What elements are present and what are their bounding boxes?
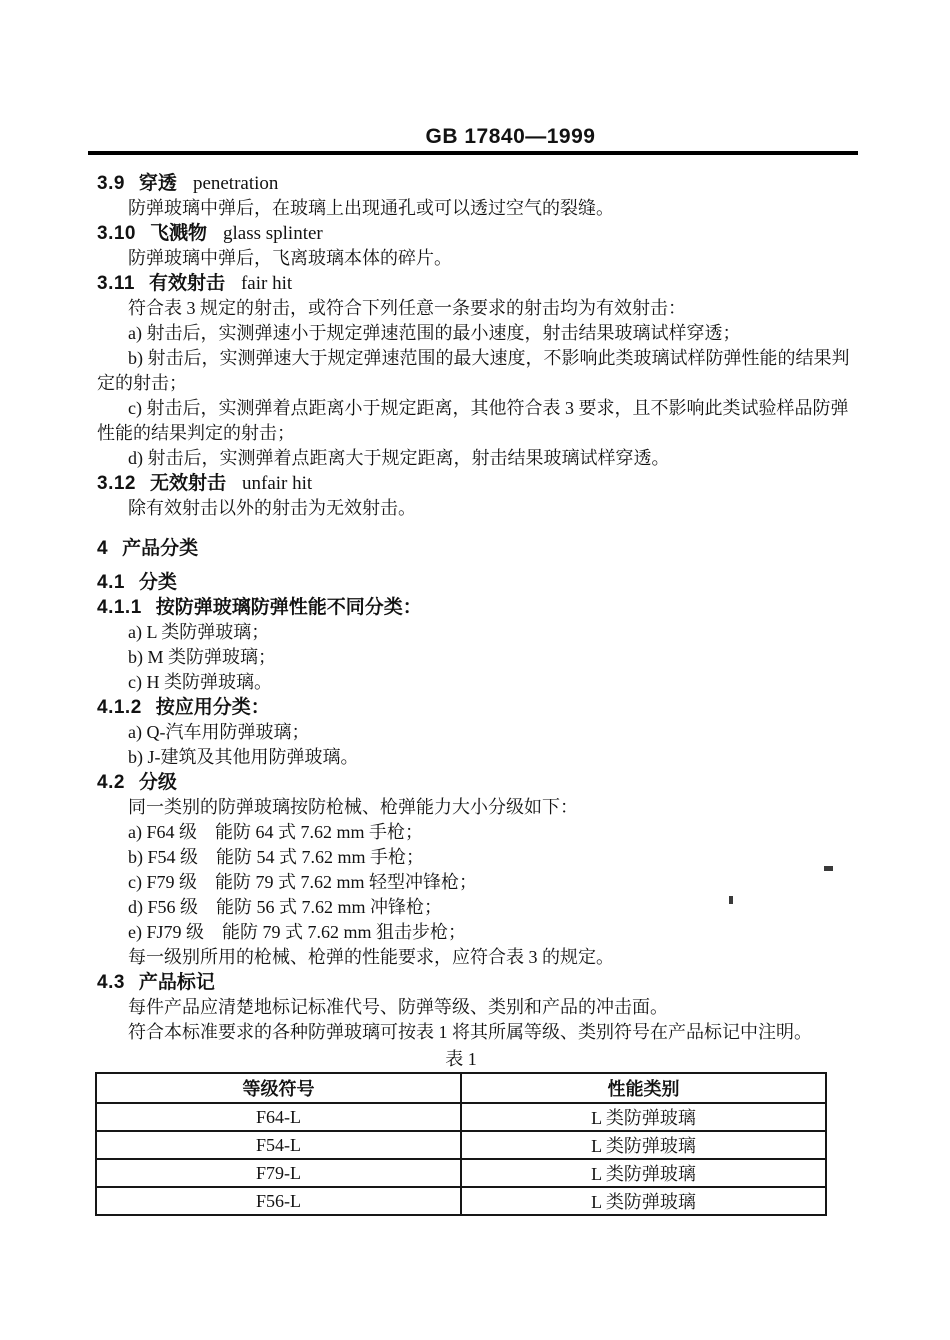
grade-symbol-cell: F64-L	[96, 1103, 461, 1131]
term-heading-3-12	[97, 471, 860, 496]
list-item-b: b) 射击后，实测弹速大于规定弹速范围的最大速度，不影响此类玻璃试样防弹性能的结果判定的射击；	[97, 348, 850, 393]
section-heading-4-1	[97, 570, 860, 595]
grade-symbol-cell: F79-L	[96, 1159, 461, 1187]
grade-symbol-cell: F54-L	[96, 1131, 461, 1159]
list-item-e: e) FJ79 级 能防 79 式 7.62 mm 狙击步枪；	[128, 922, 466, 942]
table-row	[96, 1187, 826, 1215]
clause-number: 4.1.1	[97, 597, 142, 618]
table-caption: 表 1	[445, 1049, 477, 1069]
clause-number: 4.2	[97, 772, 125, 793]
section-outro: 每一级别所用的枪械、枪弹的性能要求，应符合表 3 的规定。	[128, 947, 614, 967]
clause-number: 4.1.2	[97, 697, 142, 718]
term-definition: 防弹玻璃中弹后，在玻璃上出现通孔或可以透过空气的裂缝。	[128, 198, 614, 218]
term-definition: 除有效射击以外的射击为无效射击。	[128, 498, 416, 518]
term-zh: 无效射击	[149, 473, 226, 494]
list-item-b: b) J-建筑及其他用防弹玻璃。	[128, 747, 359, 767]
term-heading-3-10	[97, 221, 860, 246]
scan-artifact	[729, 896, 733, 904]
term-zh: 穿透	[138, 173, 177, 194]
clause-number: 4.1	[97, 572, 125, 593]
performance-class-cell: L 类防弹玻璃	[461, 1159, 826, 1187]
section-title: 产品分类	[122, 538, 199, 559]
clause-number: 3.12	[97, 473, 136, 494]
term-zh: 有效射击	[148, 273, 225, 294]
section-heading-4-1-2	[97, 695, 860, 720]
list-item-a: a) 射击后，实测弹速小于规定弹速范围的最小速度，射击结果玻璃试样穿透；	[128, 323, 741, 343]
clause-number: 3.11	[97, 273, 135, 294]
section-title: 分类	[138, 572, 177, 593]
section-heading-4-3	[97, 970, 860, 995]
clause-number: 4	[97, 538, 109, 559]
list-item-b: b) M 类防弹玻璃；	[128, 647, 276, 667]
term-en: fair hit	[240, 273, 293, 294]
list-item-a: a) Q-汽车用防弹玻璃；	[128, 722, 310, 742]
term-heading-3-11	[97, 271, 860, 296]
term-heading-3-9	[97, 171, 860, 196]
document-body	[97, 155, 860, 1216]
section-heading-4-1-1	[97, 595, 860, 620]
list-item-d: d) 射击后，实测弹着点距离大于规定距离，射击结果玻璃试样穿透。	[128, 448, 670, 468]
term-en: penetration	[192, 173, 279, 194]
section-text: 按应用分类：	[155, 697, 270, 718]
table-row	[96, 1131, 826, 1159]
list-item-b: b) F54 级 能防 54 式 7.62 mm 手枪；	[128, 847, 425, 867]
doc-code	[129, 126, 892, 148]
performance-class-cell: L 类防弹玻璃	[461, 1187, 826, 1215]
section-paragraph: 每件产品应清楚地标记标准代号、防弹等级、类别和产品的冲击面。	[128, 997, 668, 1017]
column-header-grade-symbol: 等级符号	[96, 1073, 461, 1103]
term-definition: 防弹玻璃中弹后，飞离玻璃本体的碎片。	[128, 248, 452, 268]
term-en: unfair hit	[242, 473, 313, 494]
clause-number: 4.3	[97, 972, 125, 993]
section-text: 按防弹玻璃防弹性能不同分类：	[155, 597, 422, 618]
section-paragraph: 符合本标准要求的各种防弹玻璃可按表 1 将其所属等级、类别符号在产品标记中注明。	[128, 1022, 812, 1042]
column-header-performance-class: 性能类别	[461, 1073, 826, 1103]
section-heading-4-2	[97, 770, 860, 795]
list-item-a: a) L 类防弹玻璃；	[128, 622, 270, 642]
list-item-c: c) H 类防弹玻璃。	[128, 672, 272, 692]
doc-code-text: GB 17840—1999	[425, 125, 596, 148]
clause-number: 3.10	[97, 223, 136, 244]
term-intro: 符合表 3 规定的射击，或符合下列任意一条要求的射击均为有效射击：	[128, 298, 686, 318]
table-row	[96, 1103, 826, 1131]
clause-number: 3.9	[97, 173, 125, 194]
table-header-row	[96, 1073, 826, 1103]
table-1	[95, 1072, 827, 1216]
term-zh: 飞溅物	[149, 223, 207, 244]
section-intro: 同一类别的防弹玻璃按防枪械、枪弹能力大小分级如下：	[128, 797, 578, 817]
table-row	[96, 1159, 826, 1187]
performance-class-cell: L 类防弹玻璃	[461, 1103, 826, 1131]
section-title: 产品标记	[138, 972, 215, 993]
list-item-c: c) 射击后，实测弹着点距离小于规定距离，其他符合表 3 要求，且不影响此类试验样品防弹性能的结果判定的射击；	[97, 398, 849, 443]
performance-class-cell: L 类防弹玻璃	[461, 1131, 826, 1159]
scan-artifact	[824, 866, 833, 871]
grade-symbol-cell: F56-L	[96, 1187, 461, 1215]
list-item-c: c) F79 级 能防 79 式 7.62 mm 轻型冲锋枪；	[128, 872, 477, 892]
term-en: glass splinter	[223, 223, 323, 244]
list-item-d: d) F56 级 能防 56 式 7.62 mm 冲锋枪；	[128, 897, 443, 917]
section-title: 分级	[138, 772, 177, 793]
section-heading-4	[97, 536, 860, 561]
list-item-a: a) F64 级 能防 64 式 7.62 mm 手枪；	[128, 822, 423, 842]
